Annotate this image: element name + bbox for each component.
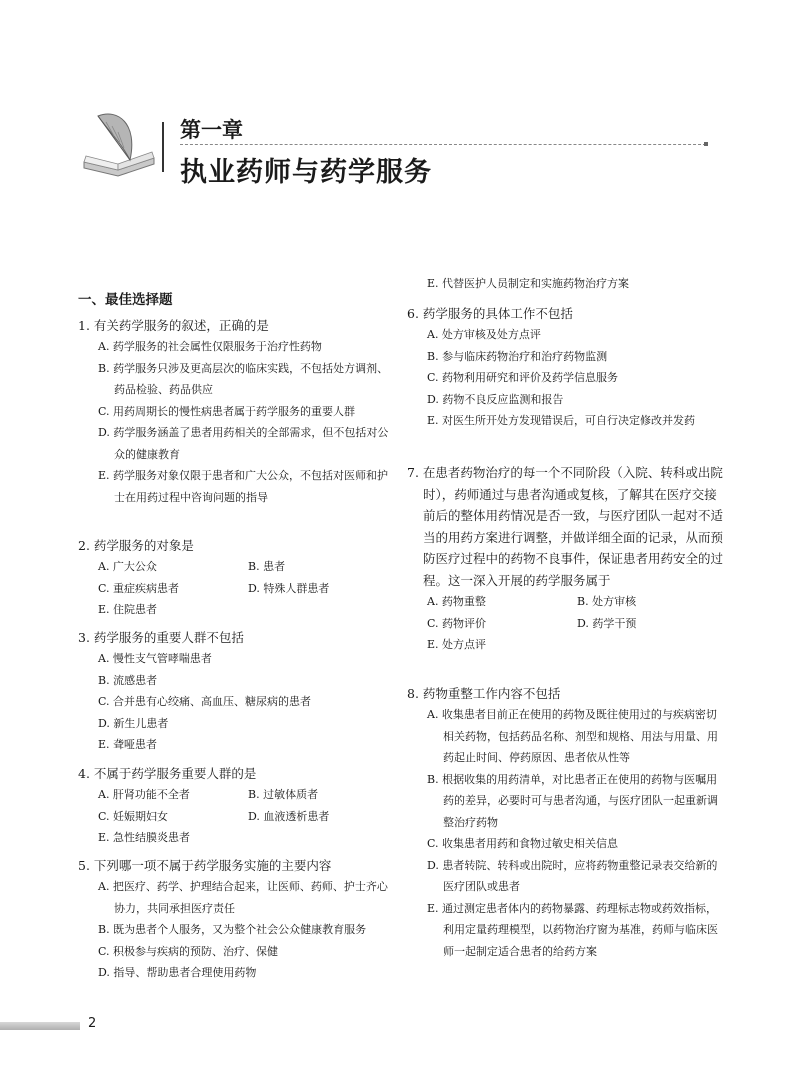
- option-c: C. 药物利用研究和评价及药学信息服务: [427, 371, 619, 384]
- question-7: [407, 462, 723, 656]
- option-e: E. 药学服务对象仅限于患者和广大公众，不包括对医师和护士在用药过程中咨询问题的指导: [98, 469, 389, 504]
- question-stem: 8. 药物重整工作内容不包括: [407, 686, 561, 701]
- question-6: [407, 304, 723, 432]
- option-b: B. 过敏体质者: [248, 788, 319, 801]
- option-a: A. 药学服务的社会属性仅限服务于治疗性药物: [98, 340, 322, 353]
- rule-end-dot: [704, 142, 708, 146]
- question-5-continued: [407, 273, 723, 295]
- question-stem: 5. 下列哪一项不属于药学服务实施的主要内容: [78, 858, 332, 873]
- options-grid: [407, 591, 723, 656]
- option-e: E. 急性结膜炎患者: [98, 831, 191, 844]
- question-8: [407, 684, 723, 962]
- option-b: B. 根据收集的用药清单，对比患者正在使用的药物与医嘱用药的差异，必要时可与患者沟通，与医疗团队一起重新调整治疗药物: [427, 772, 718, 829]
- question-stem: 6. 药学服务的具体工作不包括: [407, 306, 573, 321]
- question-3: [78, 628, 398, 756]
- option-c: C. 重症疾病患者: [98, 581, 180, 595]
- options-list: [407, 273, 723, 295]
- option-a: A. 肝肾功能不全者: [98, 788, 190, 801]
- option-d: D. 药学服务涵盖了患者用药相关的全部需求，但不包括对公众的健康教育: [98, 426, 389, 461]
- option-e: E. 聋哑患者: [98, 738, 158, 751]
- options-list: [407, 704, 723, 962]
- question-4: [78, 764, 398, 849]
- question-stem: 7. 在患者药物治疗的每一个不同阶段（入院、转科或出院时），药师通过与患者沟通或复核，了解其在医疗交接前后的整体用药情况是否一致，与医疗团队一起对不适当的用药方案进行调整，并做详细全面的记录，从而预防医疗过程中的药物不良事件，保证患者用药安全的过程。这一深入开展的药学服务属于: [407, 465, 724, 588]
- chapter-header: [0, 0, 800, 230]
- option-d: D. 新生儿患者: [98, 716, 169, 730]
- option-a: A. 处方审核及处方点评: [427, 328, 541, 341]
- question-stem: 1. 有关药学服务的叙述，正确的是: [78, 318, 269, 333]
- option-b: B. 既为患者个人服务，又为整个社会公众健康教育服务: [98, 923, 367, 936]
- options-grid: [78, 556, 398, 621]
- option-a: A. 药物重整: [427, 595, 486, 608]
- chapter-title: 执业药师与药学服务: [180, 157, 432, 188]
- chapter-number: 第一章: [180, 118, 243, 142]
- option-c: C. 积极参与疾病的预防、治疗、保健: [98, 944, 279, 958]
- option-d: D. 特殊人群患者: [248, 581, 330, 595]
- option-b: B. 参与临床药物治疗和治疗药物监测: [427, 349, 608, 363]
- option-d: D. 患者转院、转科或出院时，应将药物重整记录表交给新的医疗团队或患者: [427, 858, 718, 893]
- question-stem: 3. 药学服务的重要人群不包括: [78, 630, 244, 645]
- options-grid: [78, 784, 398, 849]
- option-a: A. 广大公众: [98, 560, 157, 573]
- question-2: [78, 536, 398, 621]
- quill-book-icon: [78, 104, 158, 182]
- options-list: [78, 876, 398, 984]
- option-e: E. 住院患者: [98, 603, 158, 616]
- option-c: C. 收集患者用药和食物过敏史相关信息: [427, 837, 619, 850]
- options-list: [407, 324, 723, 432]
- option-e: E. 对医生所开处方发现错误后，可自行决定修改并发药: [427, 414, 696, 427]
- options-list: [78, 648, 398, 756]
- dotted-rule: [180, 144, 706, 145]
- options-list: [78, 336, 398, 508]
- option-e: E. 代替医护人员制定和实施药物治疗方案: [427, 277, 630, 290]
- option-d: D. 指导、帮助患者合理使用药物: [98, 966, 257, 979]
- question-5: [78, 856, 398, 984]
- option-a: A. 慢性支气管哮喘患者: [98, 652, 212, 665]
- option-a: A. 收集患者目前正在使用的药物及既往使用过的与疾病密切相关药物，包括药品名称、剂型和规格、用法与用量、用药起止时间、停药原因、患者依从性等: [427, 708, 718, 764]
- section-heading: 一、最佳选择题: [78, 292, 173, 308]
- option-b: B. 处方审核: [577, 595, 637, 608]
- question-stem: 4. 不属于药学服务重要人群的是: [78, 766, 257, 781]
- option-e: E. 处方点评: [427, 638, 487, 651]
- option-b: B. 患者: [248, 560, 286, 573]
- question-stem: 2. 药学服务的对象是: [78, 538, 194, 553]
- option-b: B. 流感患者: [98, 673, 158, 687]
- option-c: C. 用药周期长的慢性病患者属于药学服务的重要人群: [98, 404, 356, 418]
- option-c: C. 妊娠期妇女: [98, 809, 169, 823]
- option-e: E. 通过测定患者体内的药物暴露、药理标志物或药效指标，利用定量药理模型，以药物治疗窗为基准，药师与临床医师一起制定适合患者的给药方案: [427, 901, 718, 958]
- option-d: D. 药物不良反应监测和报告: [427, 392, 564, 406]
- header-divider: [162, 122, 164, 172]
- option-c: C. 药物评价: [427, 616, 487, 630]
- footer-bar: [0, 1022, 80, 1030]
- page-number: 2: [88, 1016, 97, 1031]
- option-a: A. 把医疗、药学、护理结合起来，让医师、药师、护士齐心协力，共同承担医疗责任: [98, 880, 388, 915]
- option-d: D. 血液透析患者: [248, 809, 330, 823]
- question-1: [78, 316, 398, 508]
- option-d: D. 药学干预: [577, 616, 637, 630]
- option-c: C. 合并患有心绞痛、高血压、糖尿病的患者: [98, 695, 312, 708]
- option-b: B. 药学服务只涉及更高层次的临床实践，不包括处方调剂、药品检验、药品供应: [98, 361, 389, 396]
